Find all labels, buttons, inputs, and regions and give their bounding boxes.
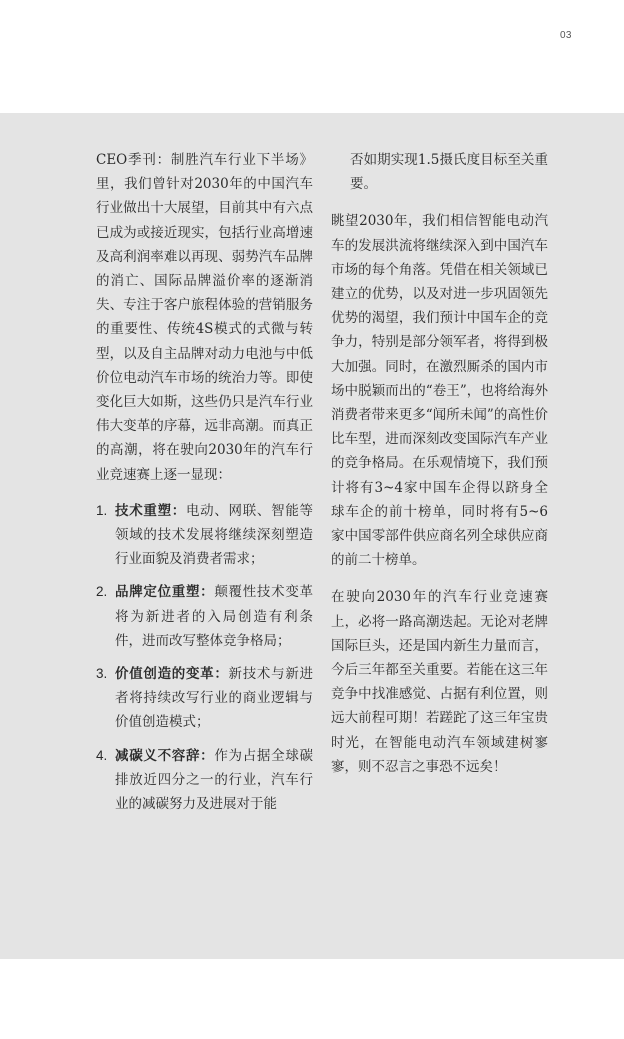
list-item-text: 新技术与新进者将持续改写行业的商业逻辑与价值创造模式；: [115, 666, 314, 731]
list-item-title: 减碳义不容辞：: [115, 747, 215, 764]
list-item-title: 价值创造的变革：: [115, 666, 229, 683]
list-item-text: 电动、网联、智能等领域的技术发展将继续深刻塑造行业面貌及消费者需求；: [115, 502, 314, 568]
right-column: [331, 148, 548, 779]
list-number: 1.: [96, 502, 108, 518]
intro-paragraph: CEO季刊：制胜汽车行业下半场》里，我们曾针对2030年的中国汽车行业做出十大展望，目前其中有六点已成为或接近现实，包括行业高增速及高利润率难以再现、弱势汽车品牌的消亡、国际品牌溢价率的逐渐消失、专注于客户旅程体验的营销服务的重要性、传统4S模式的式微与转型，以及自主品牌对动力电池与中低价位电动汽车市场的统治力等。即使变化巨大如斯，这些仍只是汽车行业伟大变革的序幕，远非高潮。而真正的高潮，将在驶向2030年的汽车行业竞速赛上逐一显现：: [96, 152, 313, 483]
page-number: 03: [560, 30, 572, 41]
list-item: [96, 580, 313, 653]
list-item: [96, 662, 313, 735]
list-item-title: 品牌定位重塑：: [115, 584, 215, 601]
list-number: 3.: [96, 666, 108, 682]
list-item-title: 技术重塑：: [115, 502, 186, 519]
left-column: [96, 148, 313, 825]
outlook-paragraph: 眺望2030年，我们相信智能电动汽车的发展洪流将继续深入到中国汽车市场的每个角落。凭借在相关领域已建立的优势，以及对进一步巩固领先优势的渴望，我们预计中国车企的竞争力，特别是部分领军者，将得到极大加强。同时，在激烈厮杀的国内市场中脱颖而出的“卷王”，也将给海外消费者带来更多“闻所未闻”的高性价比车型，进而深刻改变国际汽车产业的竞争格局。在乐观情境下，我们预计将有3~4家中国车企得以跻身全球车企的前十榜单，同时将有5~6家中国零部件供应商名列全球供应商的前二十榜单。: [331, 213, 548, 569]
list-item-text: 颠覆性技术变革将为新进者的入局创造有利条件，进而改写整体竞争格局；: [115, 584, 314, 649]
continuation-paragraph: 否如期实现1.5摄氏度目标至关重要。: [350, 152, 548, 193]
list-number: 2.: [96, 584, 108, 600]
outlook-list: [96, 499, 313, 816]
conclusion-paragraph: 在驶向2030年的汽车行业竞速赛上，必将一路高潮迭起。无论对老牌国际巨头，还是国内新生力量而言，今后三年都至关重要。若能在这三年竞争中找准感觉、占据有利位置，则远大前程可期！若蹉跎了这三年宝贵时光，在智能电动汽车领域建树寥寥，则不忍言之事恐不远矣！: [331, 589, 548, 775]
list-number: 4.: [96, 747, 108, 763]
list-item: [96, 744, 313, 817]
list-item-text: 作为占据全球碳排放近四分之一的行业，汽车行业的减碳努力及进展对于能: [115, 747, 314, 813]
list-item: [96, 499, 313, 572]
